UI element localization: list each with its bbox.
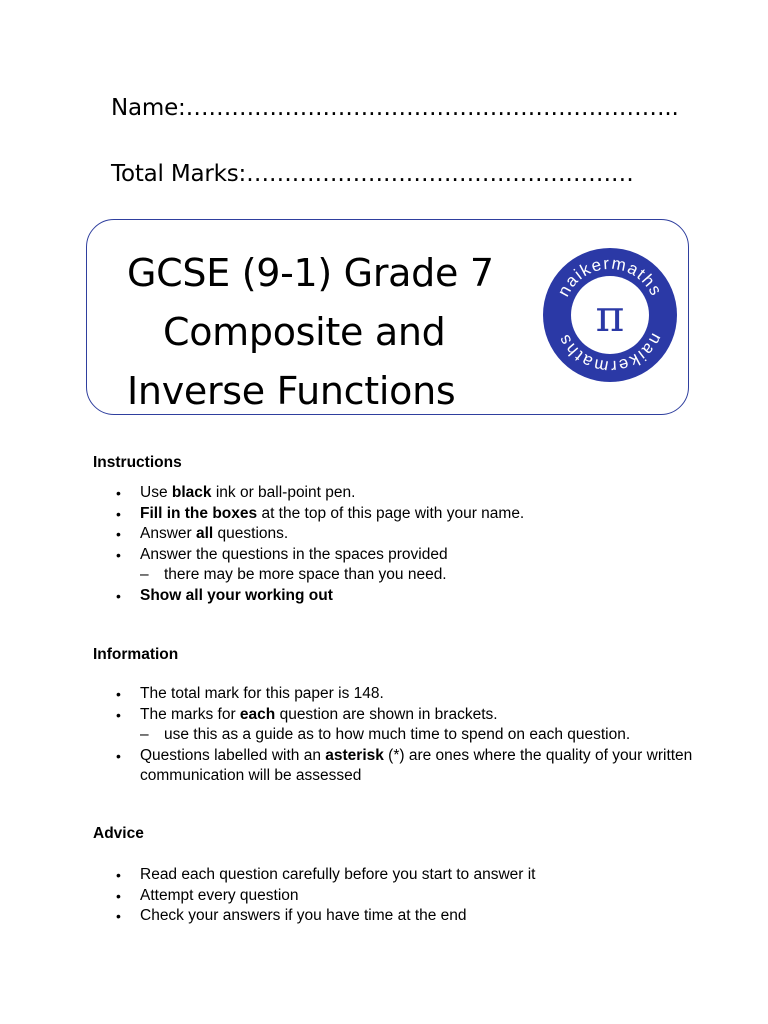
list-item: • Show all your working out [0,586,700,607]
logo-text-bottom: naikermaths [553,330,667,377]
information-list [0,684,700,787]
bullet-icon: • [116,546,121,563]
list-item: • Fill in the boxes at the top of this page with your name. [0,504,700,525]
bullet-icon: • [116,908,121,925]
bullet-icon: • [116,887,121,904]
sub-item: – use this as a guide as to how much time to spend on each question. [140,726,631,744]
bullet-icon: • [116,505,121,522]
bullet-icon: • [116,485,121,501]
bullet-icon: • [116,867,121,883]
information-heading: Information [93,646,179,663]
list-item: • The total mark for this paper is 148. [0,684,700,705]
instructions-list [0,483,700,607]
bullet-icon: • [116,706,121,723]
bullet-icon: • [116,747,121,764]
name-field-line: Name:……………………………………………………….. [111,95,679,121]
logo-text-top: naikermaths [553,253,667,300]
list-item: • Use black ink or ball-point pen. [0,483,700,504]
advice-heading: Advice [93,825,144,842]
advice-list [0,865,700,927]
document-title [127,244,527,421]
title-line-2: Composite and [163,310,446,354]
list-item: • Answer all questions. [0,524,700,545]
naikermaths-logo [542,247,678,383]
list-item: • Questions labelled with an asterisk (*) are ones where the quality of your written communication will be assessed [116,746,693,785]
list-item: • Attempt every question [0,886,700,907]
list-item: • Answer the questions in the spaces provided [0,545,700,566]
bullet-icon: • [116,587,121,604]
instructions-heading: Instructions [93,454,182,471]
title-box [86,219,689,415]
total-marks-field-line: Total Marks:…………………………………………… [111,161,634,187]
list-item: • The marks for each question are shown in brackets. [0,705,700,726]
bullet-icon: • [116,686,121,702]
bullet-icon: • [116,526,121,543]
title-line-3: Inverse Functions [127,369,456,413]
sub-item: – there may be more space than you need. [140,566,447,584]
list-item: • Read each question carefully before you start to answer it [0,865,700,886]
title-line-1: GCSE (9-1) Grade 7 [127,251,494,295]
list-item: • Check your answers if you have time at the end [0,906,700,927]
pi-icon: π [595,291,625,342]
